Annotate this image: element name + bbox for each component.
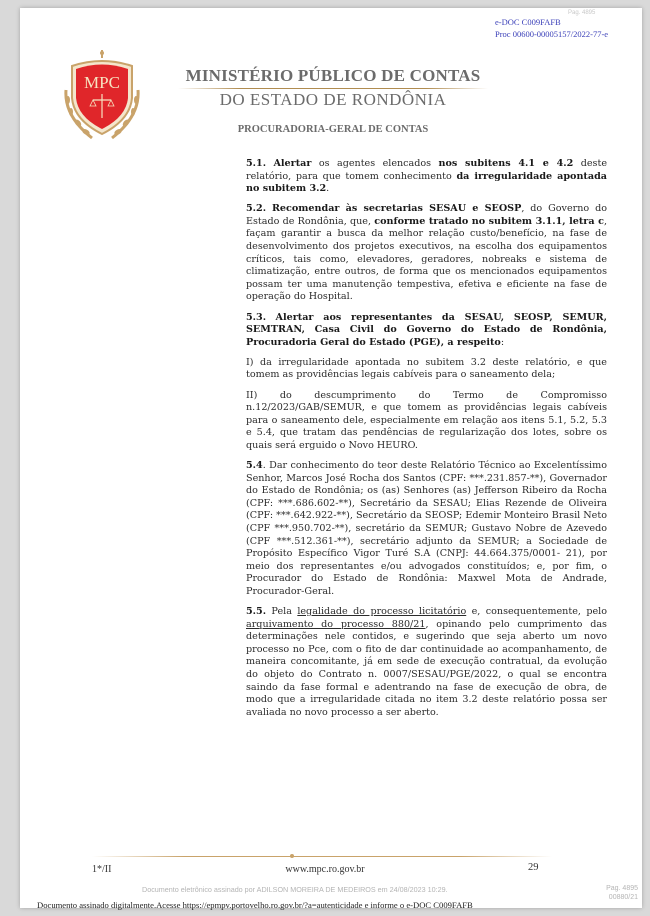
item-number: 5.1. (246, 158, 267, 169)
paragraph-5-3-ii: II) do descumprimento do Termo de Compromisso n.12/2023/GAB/SEMUR, e que tomem as providências legais cabíveis para o saneamento dele, especialmente em relação aos itens 5.1, 5.2, 5.3 e 5.4, que tratam das pendências de regularização dos lotes, sobre os quais será erguido o Novo HEURO. (246, 389, 607, 451)
text: e, consequentemente, pelo (466, 606, 607, 617)
header-ministry-title: MINISTÉRIO PÚBLICO DE CONTAS (185, 66, 481, 85)
authenticity-link[interactable]: Documento assinado digitalmente.Acesse https://epmpv.portovelho.ro.gov.br/?a=autenticidade e informe o e-DOC C009FAFB (37, 900, 473, 910)
mpc-logo-icon (62, 50, 142, 140)
document-body (246, 158, 607, 727)
text: . Dar conhecimento do teor deste Relatório Técnico ao Excelentíssimo Senhor, Marcos José Rocha dos Santos (CPF: ***.231.857-**), Governador do Estado de Rondônia; os (as) Senhores (as) Jefferson Ribeiro da Rocha (CPF: ***.686.602-**), Secretário da SESAU; Elias Rezende de Oliveira (CPF: ***.642.922-**), Secretário da SEOSP; Edemir Monteiro Brasil Neto (CPF ***.950.702-**), secretário da SEMUR; Gustavo Nobre de Azevedo (CPF ***.512.361-**), secretário adjunto da SEMUR; a Sociedade de Propósito Específico Vigor Turé S.A (CNPJ: 44.664.375/0001- 21), por meio dos representantes e/ou advogados constituídos; e, por fim, o Procurador do Estado de Rondônia: Maxwel Mota de Andrade, Procurador-Geral. (246, 459, 607, 597)
text: os agentes elencados (311, 158, 439, 169)
edoc-stamp (495, 16, 608, 40)
text: : (500, 336, 505, 348)
footer-left-code: 1*/II (92, 864, 112, 875)
item-number: 5.2. (246, 203, 267, 215)
page-number: 29 (528, 862, 539, 873)
edoc-code: e-DOC C009FAFB (495, 17, 561, 27)
footer-divider-dot (290, 854, 294, 858)
text-underlined: arquivamento do processo 880/21 (246, 618, 426, 630)
text-bold: nos subitens 4.1 e 4.2 (438, 158, 574, 169)
paragraph-5-1 (246, 158, 607, 196)
text: . (326, 183, 330, 195)
faint-page-mark: Pag. 4895 (568, 10, 596, 16)
item-number: 5.3. (246, 311, 267, 323)
text: Pela (266, 606, 298, 617)
text-bold: Alertar aos representantes da SESAU, SEOSP, SEMUR, SEMTRAN, Casa Civil do Governo do Estado de Rondônia, Procuradoria Geral do Estado (PGE), a respeito (246, 311, 607, 348)
item-number: 5.5. (246, 606, 267, 617)
paragraph-5-3-i: I) da irregularidade apontada no subitem 3.2 deste relatório, e que tomem as providências legais cabíveis para o saneamento dela; (246, 356, 607, 381)
pagination-stamp (596, 884, 638, 902)
paragraph-5-2 (246, 203, 607, 304)
paragraph-5-5 (246, 606, 607, 719)
paragraph-5-4 (246, 460, 607, 599)
header-divider (178, 88, 488, 89)
text-bold: conforme tratado no subitem 3.1.1, letra c (374, 215, 604, 227)
pag-number: Pag. 4895 (606, 885, 638, 892)
header-department: PROCURADORIA-GERAL DE CONTAS (237, 124, 429, 135)
text-bold: Recomendar às secretarias SESAU e SEOSP (271, 203, 522, 215)
text-bold: Alertar (273, 158, 312, 169)
process-number: Proc 00600-00005157/2022-77-e (495, 29, 609, 39)
text-bold: da irregularidade apontada no subitem 3.2 (246, 170, 608, 195)
logo-text: MPC (84, 73, 120, 92)
pag-process: 00880/21 (608, 894, 638, 901)
text: , opinando pelo cumprimento das determinações nele contidos, e sugerindo que seja aberto um novo processo no Pce, com o fito de dar continuidade ao acompanhamento, de maneira concomitante, já em sede de execução contratual, da evolução do objeto do Contrato n. 0007/SESAU/PGE/2022, o qual se encontra saindo da fase formal e adentrando na fase de execução de obra, de modo que a irregularidade citada no item 3.2 deste relatório possa ser avaliada no novo processo a ser aberto. (246, 618, 607, 718)
item-number: 5.4 (246, 459, 263, 471)
text: , do Governo do Estado de Rondônia, que, (246, 203, 607, 227)
header-state: DO ESTADO DE RONDÔNIA (219, 90, 447, 109)
text: deste relatório, para que tomem conhecimento (246, 158, 607, 182)
footer-website-link[interactable]: www.mpc.ro.gov.br (285, 864, 365, 875)
paragraph-5-3 (246, 312, 607, 350)
text-underlined: legalidade do processo licitatório (297, 606, 467, 617)
text: , façam garantir a busca da melhor relação custo/benefício, na fase de desenvolvimento dos projetos executivos, na escolha dos equipamentos críticos, tais como, elevadores, geradores, nobreaks e sistema de climatização, entre outros, de forma que os mencionados equipamentos possam ter uma manutenção tempestiva, efetiva e eficiente na fase de operação do Hospital. (246, 215, 607, 303)
footer-divider (92, 856, 552, 857)
electronic-signature-note: Documento eletrônico assinado por ADILSON MOREIRA DE MEDEIROS em 24/08/2023 10:29. (142, 885, 448, 894)
